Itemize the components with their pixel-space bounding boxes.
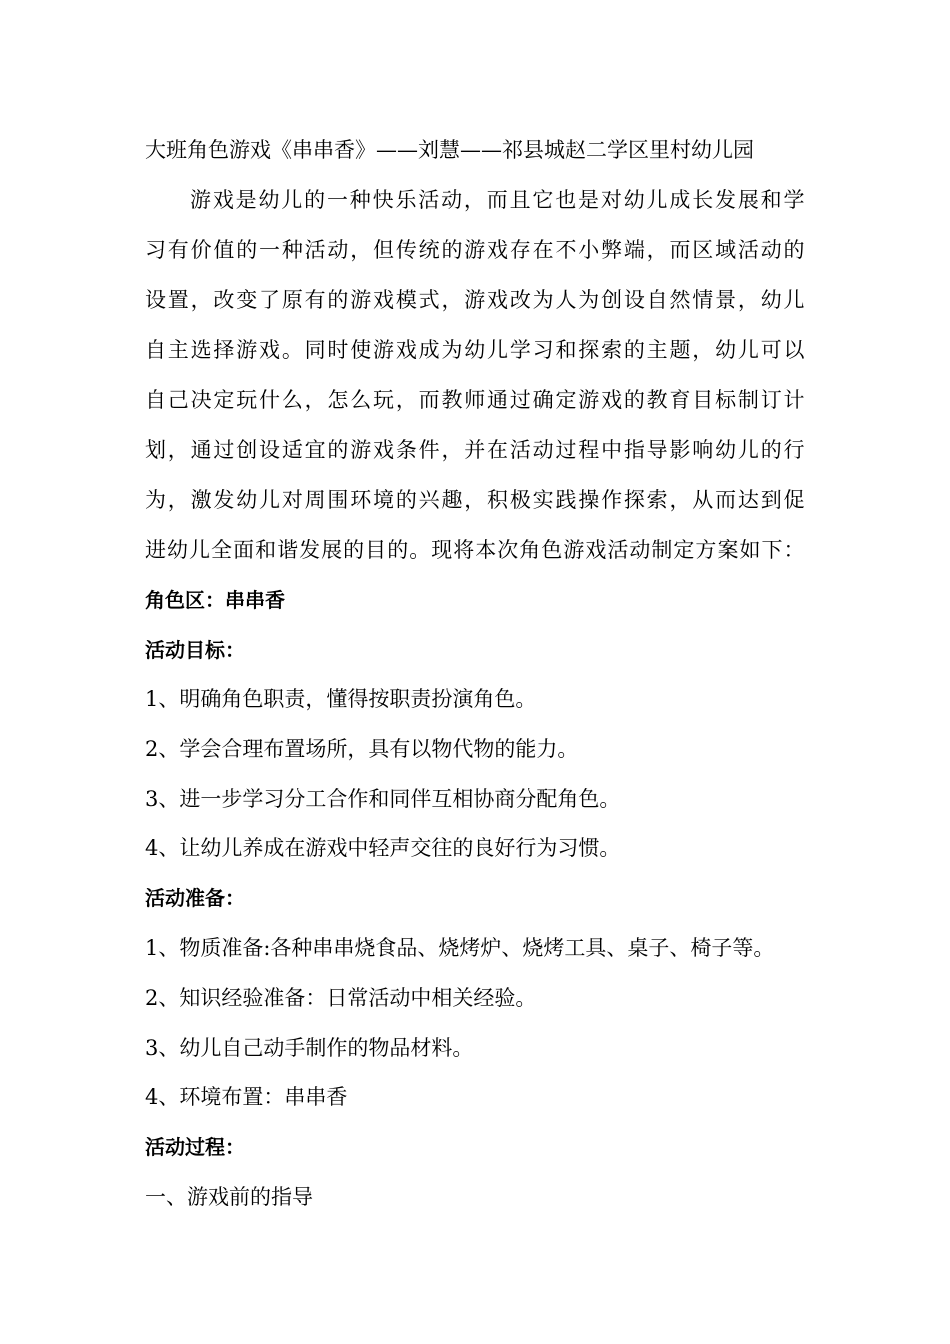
prep-item-2: 2、知识经验准备：日常活动中相关经验。 — [145, 986, 537, 1010]
prep-heading: 活动准备： — [145, 886, 245, 910]
goal-item-3: 3、进一步学习分工合作和同伴互相协商分配角色。 — [145, 787, 621, 811]
intro-line-7: 为，激发幼儿对周围环境的兴趣，积极实践操作探索，从而达到促 — [145, 488, 805, 512]
process-heading: 活动过程： — [145, 1135, 245, 1159]
intro-line-2: 习有价值的一种活动，但传统的游戏存在不小弊端，而区域活动的 — [145, 238, 805, 262]
prep-item-1: 1、物质准备:各种串串烧食品、烧烤炉、烧烤工具、桌子、椅子等。 — [145, 936, 775, 960]
document-title: 大班角色游戏《串串香》——刘慧——祁县城赵二学区里村幼儿园 — [145, 138, 754, 162]
goals-heading: 活动目标： — [145, 638, 245, 662]
intro-line-8: 进幼儿全面和谐发展的目的。现将本次角色游戏活动制定方案如下： — [145, 538, 805, 562]
role-area-heading: 角色区：串串香 — [145, 588, 285, 612]
process-item-1: 一、游戏前的指导 — [145, 1185, 313, 1209]
intro-line-3: 设置，改变了原有的游戏模式，游戏改为人为创设自然情景，幼儿 — [145, 288, 805, 312]
goal-item-4: 4、让幼儿养成在游戏中轻声交往的良好行为习惯。 — [145, 836, 621, 860]
prep-item-4: 4、环境布置：串串香 — [145, 1085, 348, 1109]
intro-line-1: 游戏是幼儿的一种快乐活动，而且它也是对幼儿成长发展和学 — [190, 188, 805, 212]
intro-line-4: 自主选择游戏。同时使游戏成为幼儿学习和探索的主题，幼儿可以 — [145, 338, 805, 362]
intro-line-5: 自己决定玩什么，怎么玩，而教师通过确定游戏的教育目标制订计 — [145, 388, 805, 412]
intro-line-6: 划，通过创设适宜的游戏条件，并在活动过程中指导影响幼儿的行 — [145, 438, 805, 462]
goal-item-1: 1、明确角色职责，懂得按职责扮演角色。 — [145, 687, 537, 711]
goal-item-2: 2、学会合理布置场所，具有以物代物的能力。 — [145, 737, 579, 761]
prep-item-3: 3、幼儿自己动手制作的物品材料。 — [145, 1036, 474, 1060]
